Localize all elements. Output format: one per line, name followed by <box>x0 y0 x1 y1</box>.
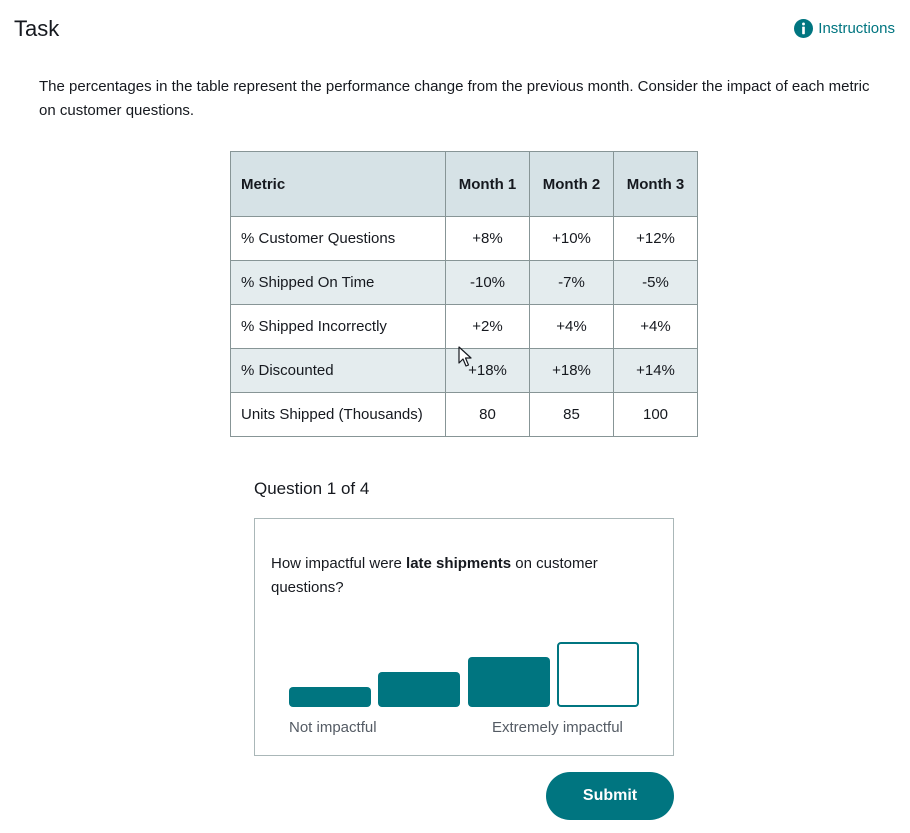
scale-option-1[interactable] <box>289 687 371 707</box>
table-cell: -10% <box>446 261 530 305</box>
scale-option-3[interactable] <box>468 657 550 707</box>
metric-name: % Shipped Incorrectly <box>231 305 446 349</box>
table-cell: +4% <box>614 305 698 349</box>
question-prompt-end: on customer questions? <box>271 555 598 596</box>
scale-option-4[interactable] <box>557 642 639 707</box>
question-heading: Question 1 of 4 <box>254 479 370 498</box>
table-cell: 80 <box>446 393 530 437</box>
mouse-cursor-icon <box>458 346 472 368</box>
scale-max-label: Extremely impactful <box>492 719 623 736</box>
question-prompt-emphasis: late shipments <box>406 555 512 572</box>
table-cell: +2% <box>446 305 530 349</box>
instructions-link[interactable] <box>794 19 895 38</box>
page-title: Task <box>14 16 60 41</box>
info-icon <box>794 19 813 38</box>
question-prompt-start: How impactful were <box>271 555 407 572</box>
metric-name: % Discounted <box>231 349 446 393</box>
table-cell: +18% <box>446 349 530 393</box>
table-cell: +10% <box>530 217 614 261</box>
instructions-label: Instructions <box>818 20 895 37</box>
table-cell: 100 <box>614 393 698 437</box>
table-cell: +14% <box>614 349 698 393</box>
table-cell: 85 <box>530 393 614 437</box>
table-cell: +18% <box>530 349 614 393</box>
scale-option-2[interactable] <box>378 672 460 707</box>
table-cell: +8% <box>446 217 530 261</box>
column-header-month-3: Month 3 <box>614 152 698 217</box>
table-cell: -5% <box>614 261 698 305</box>
submit-button[interactable]: Submit <box>546 772 674 820</box>
question-card <box>254 518 674 756</box>
table-cell: -7% <box>530 261 614 305</box>
table-cell: +4% <box>530 305 614 349</box>
metric-name: Units Shipped (Thousands) <box>231 393 446 437</box>
metrics-table <box>230 151 698 437</box>
scale-min-label: Not impactful <box>289 719 377 736</box>
table-row <box>231 305 698 349</box>
table-row <box>231 217 698 261</box>
metric-name: % Customer Questions <box>231 217 446 261</box>
column-header-month-2: Month 2 <box>530 152 614 217</box>
table-header-row <box>231 152 698 217</box>
metric-name: % Shipped On Time <box>231 261 446 305</box>
column-header-month-1: Month 1 <box>446 152 530 217</box>
question-prompt <box>271 552 651 600</box>
table-row <box>231 393 698 437</box>
intro-text: The percentages in the table represent the performance change from the previous month. Consider the impact of each metric on customer questions. <box>39 78 870 119</box>
column-header-metric: Metric <box>231 152 446 217</box>
table-row <box>231 261 698 305</box>
table-cell: +12% <box>614 217 698 261</box>
